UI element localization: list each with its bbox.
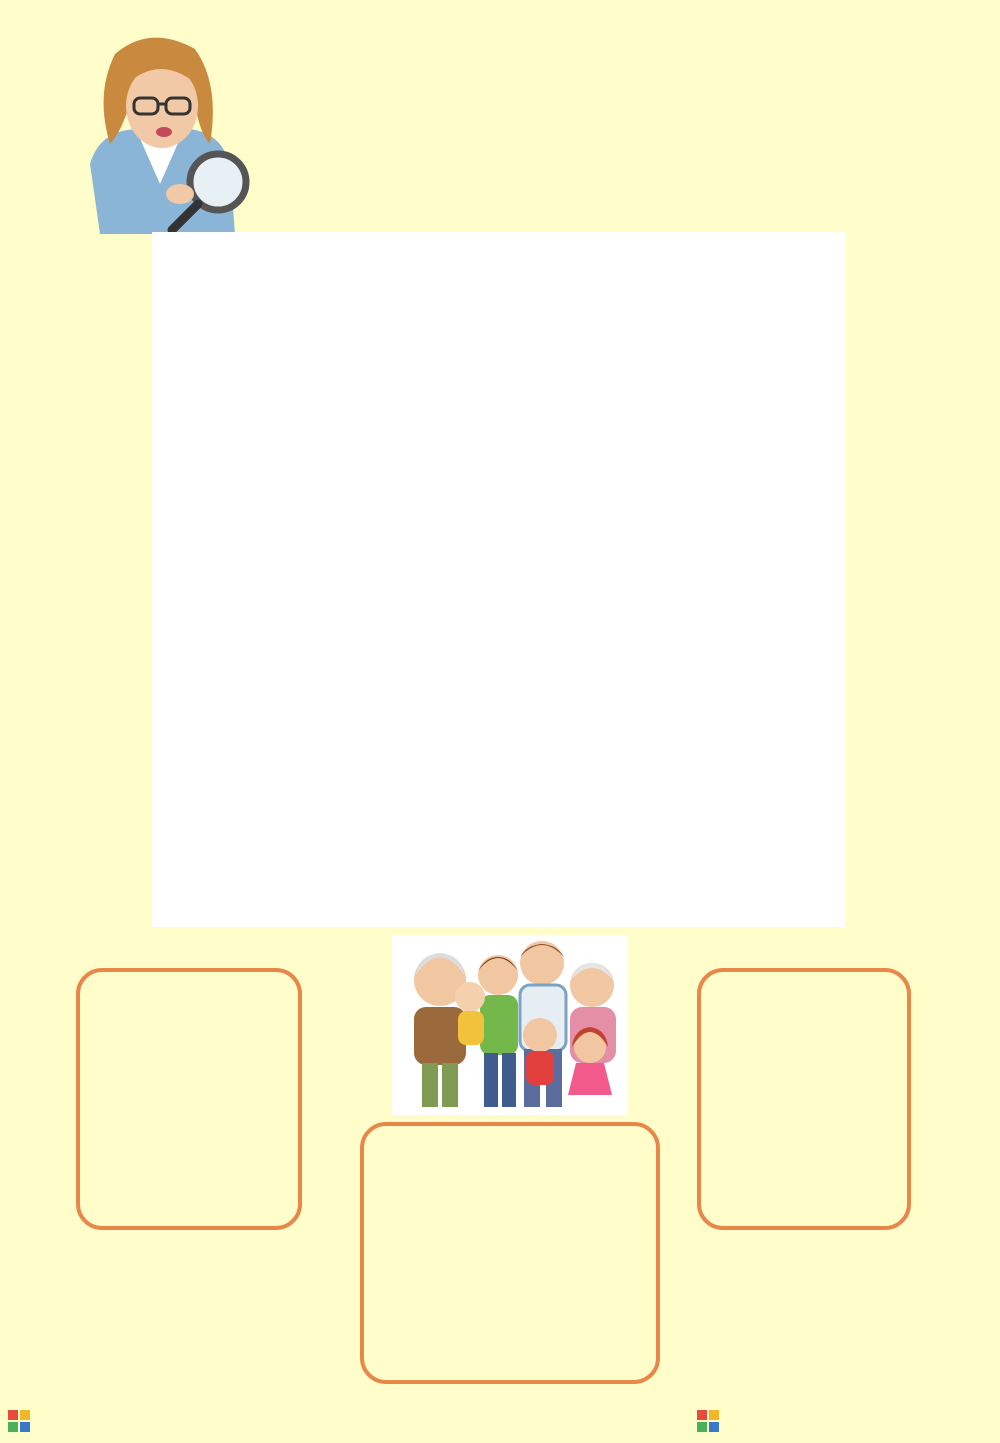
word-list-middle <box>360 1122 660 1384</box>
page-title <box>300 108 780 198</box>
liveworksheets-logo-left <box>8 1404 34 1438</box>
liveworksheets-logo-icon <box>697 1410 719 1432</box>
word-search-grid <box>152 232 846 927</box>
word-list-left <box>76 968 302 1230</box>
liveworksheets-logo-right <box>697 1404 723 1438</box>
teacher-avatar-icon <box>60 34 260 239</box>
liveworksheets-logo-icon <box>8 1410 30 1432</box>
letter-grid <box>152 232 846 927</box>
family-illustration-icon <box>392 935 628 1115</box>
word-list-right <box>697 968 911 1230</box>
